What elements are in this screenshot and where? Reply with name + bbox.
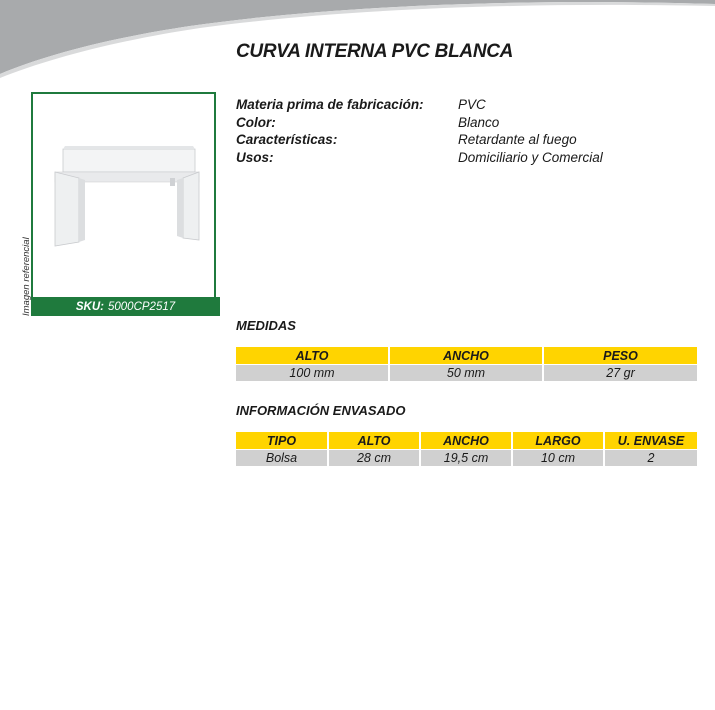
table-cell: 27 gr: [543, 365, 697, 382]
table-cell: Bolsa: [236, 450, 328, 467]
table-header-cell: U. ENVASE: [604, 432, 697, 450]
table-row: [236, 450, 697, 467]
envasado-title: INFORMACIÓN ENVASADO: [236, 403, 406, 418]
table-header-row: [236, 432, 697, 450]
product-image: [33, 94, 214, 299]
table-cell: 19,5 cm: [420, 450, 512, 467]
product-image-frame: [31, 92, 216, 315]
header-swoosh-decoration: [0, 0, 715, 80]
table-header-cell: LARGO: [512, 432, 604, 450]
table-header-cell: ALTO: [328, 432, 420, 450]
spec-value: Domiciliario y Comercial: [458, 149, 603, 165]
table-header-cell: ALTO: [236, 347, 389, 365]
spec-value: Retardante al fuego: [458, 132, 577, 147]
table-cell: 10 cm: [512, 450, 604, 467]
sku-value: 5000CP2517: [107, 300, 176, 313]
spec-label: Características:: [236, 132, 338, 147]
envasado-table: [236, 432, 697, 466]
product-title: CURVA INTERNA PVC BLANCA: [236, 41, 514, 62]
table-cell: 28 cm: [328, 450, 420, 467]
table-cell: 50 mm: [389, 365, 543, 382]
table-header-row: [236, 347, 697, 365]
sku-bar: [31, 297, 220, 316]
spec-value: PVC: [458, 97, 486, 112]
table-header-cell: ANCHO: [389, 347, 543, 365]
spec-label: Usos:: [236, 149, 274, 165]
table-row: [236, 365, 697, 382]
table-cell: 100 mm: [236, 365, 389, 382]
sku-label: SKU:: [75, 300, 104, 313]
medidas-table: [236, 347, 697, 381]
table-header-cell: ANCHO: [420, 432, 512, 450]
table-cell: 2: [604, 450, 697, 467]
spec-label: Color:: [236, 114, 276, 130]
medidas-title: MEDIDAS: [236, 318, 296, 333]
spec-label: Materia prima de fabricación:: [236, 97, 424, 112]
image-caption: Imagen referencial: [21, 237, 32, 316]
table-header-cell: PESO: [543, 347, 697, 365]
spec-value: Blanco: [458, 114, 500, 130]
table-header-cell: TIPO: [236, 432, 328, 450]
